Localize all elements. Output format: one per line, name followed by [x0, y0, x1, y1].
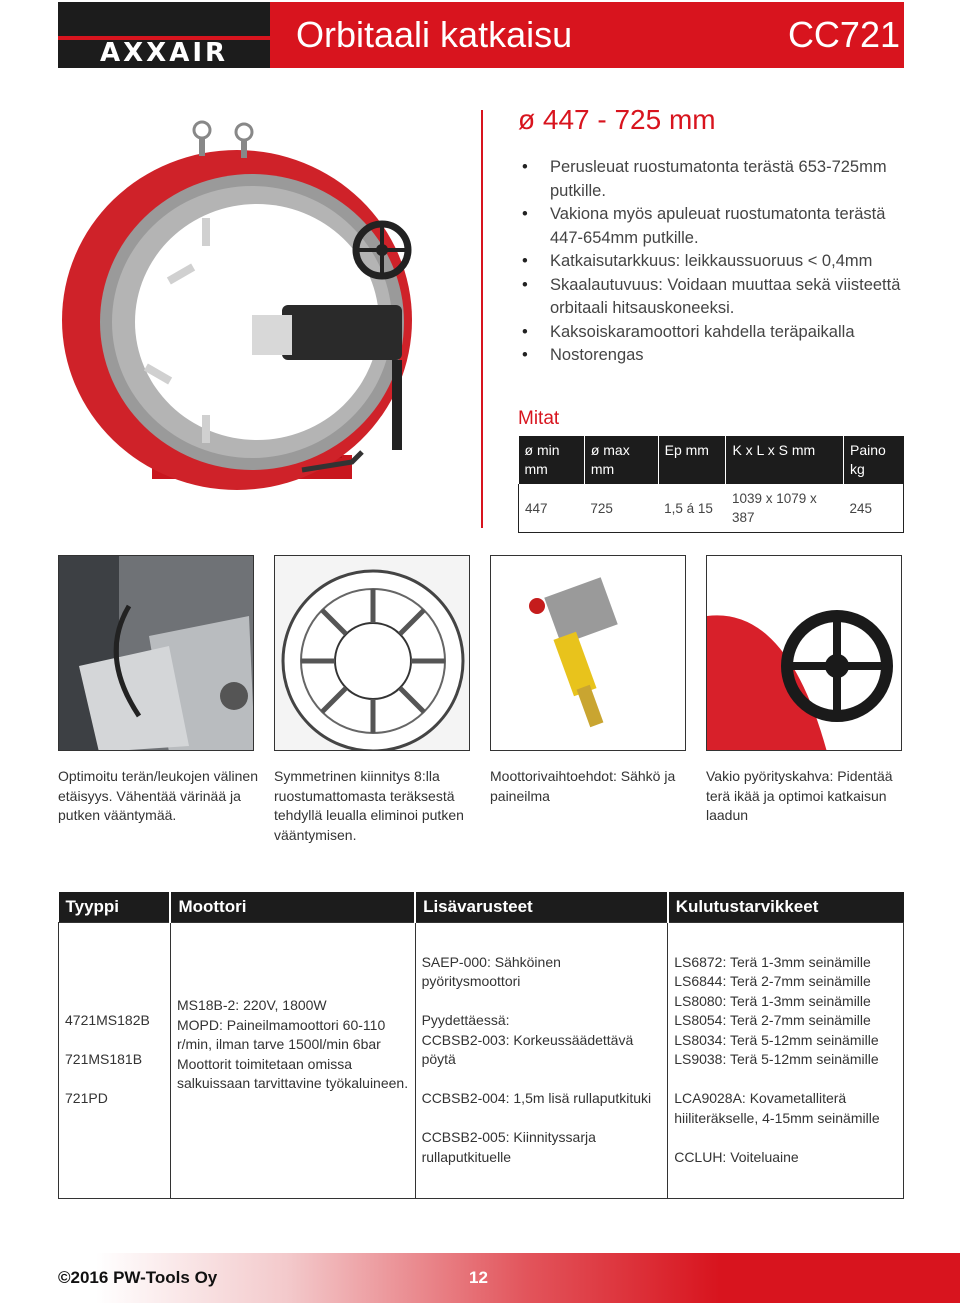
copyright: ©2016 PW-Tools Oy	[58, 1268, 218, 1287]
product-image	[52, 110, 482, 490]
page-number: 12	[469, 1268, 488, 1287]
photo-motor-drawing	[491, 556, 686, 751]
motor-housing	[252, 315, 292, 355]
column-header: Ep mm	[658, 436, 726, 484]
dimensions-label: Mitat	[518, 408, 560, 429]
feature-list	[522, 156, 902, 368]
dimension-value: 245	[844, 484, 904, 533]
dimension-value: 447	[519, 484, 585, 533]
feature-item: • Vakiona myös apuleuat ruostumatonta terästä 447-654mm putkille.	[522, 203, 902, 250]
jaw	[202, 218, 210, 246]
photo-caption: Moottorivaihtoehdot: Sähkö ja paineilma	[490, 768, 676, 804]
accessory-text: CCBSB2-005: Kiinnityssarja rullaputkituelle	[421, 1129, 596, 1165]
product-table-header	[59, 892, 904, 922]
type-code: 721MS181B	[65, 1051, 143, 1068]
photo-blade-jaw	[58, 555, 254, 751]
dimension-value: 1,5 á 15	[658, 484, 726, 533]
type-code: 4721MS182B	[65, 1012, 150, 1029]
accessory-text: CCBSB2-003: Korkeussäädettävä pöytä	[421, 1031, 634, 1068]
dimension-value: 725	[584, 484, 658, 533]
consumable-text: LS6844: Terä 2-7mm seinämille	[674, 973, 871, 990]
column-header: Lisävarusteet	[415, 892, 668, 922]
lifting-bolt	[241, 140, 247, 158]
motor-text: MOPD: Paineilmamoottori 60-110 r/min, ilman tarve 1500l/min 6bar	[176, 1016, 386, 1053]
accessory-text: SAEP-000: Sähköinen pyöritysmoottori	[421, 953, 561, 990]
column-header: ø min mm	[519, 436, 585, 484]
motor-cable	[392, 360, 402, 450]
accessories-cell	[415, 922, 668, 1198]
dimension-value: 1039 x 1079 x 387	[726, 484, 844, 533]
accessory-text: Pyydettäessä:	[421, 1012, 510, 1029]
diameter-range: ø 447 - 725 mm	[518, 104, 716, 135]
photo-handwheel-drawing	[707, 556, 902, 751]
page-header	[58, 2, 904, 68]
photo-blade-jaw-drawing	[59, 556, 254, 751]
column-header: Kulutustarvikkeet	[668, 892, 904, 922]
dimensions-table	[518, 436, 904, 533]
consumable-text: LS8054: Terä 2-7mm seinämille	[674, 1012, 871, 1029]
consumable-text: LS6872: Terä 1-3mm seinämille	[674, 953, 871, 970]
consumable-text: LCA9028A: Kovametalliterä hiiliteräkselle, 4-15mm seinämille	[674, 1090, 880, 1126]
brand-logo	[58, 2, 270, 68]
feature-item: • Kaksoiskaramoottori kahdella teräpaikalla	[522, 321, 902, 345]
feature-item: • Katkaisutarkkuus: leikkaussuoruus < 0,4mm	[522, 250, 902, 274]
brand-name: AXXAIR	[99, 38, 229, 68]
column-header: Moottori	[170, 892, 415, 922]
lifting-bolt	[199, 138, 205, 156]
photo-symmetric-clamping	[274, 555, 470, 751]
accessory-text: CCBSB2-004: 1,5m lisä rullaputkituki	[421, 1090, 652, 1107]
consumable-text: LS8034: Terä 5-12mm seinämille	[674, 1031, 879, 1048]
motor	[282, 305, 402, 360]
feature-item: • Nostorengas	[522, 344, 902, 368]
column-header: Tyyppi	[59, 892, 171, 922]
motor-text: MS18B-2: 220V, 1800W	[176, 997, 327, 1014]
type-code: 721PD	[65, 1090, 108, 1107]
feature-item: • Skaalautuvuus: Voidaan muuttaa sekä viisteettä orbitaali hitsauskoneeksi.	[522, 274, 902, 321]
photo-caption: Symmetrinen kiinnitys 8:lla ruostumattomasta teräksestä tehdyllä leualla eliminoi putken vääntymisen.	[274, 768, 464, 843]
jaw	[202, 415, 210, 443]
product-table	[58, 892, 904, 1199]
column-header: Paino kg	[844, 436, 904, 484]
lifting-eye	[236, 124, 252, 140]
consumables-cell	[668, 922, 904, 1198]
photo-clamping-drawing	[275, 556, 470, 751]
motor-text: Moottorit toimitetaan omissa salkuissaan tarvittavine työkaluineen.	[176, 1055, 409, 1092]
dimensions-header-row	[519, 436, 904, 484]
page-title: Orbitaali katkaisu	[296, 14, 573, 55]
lifting-eye	[194, 122, 210, 138]
dimensions-value-row	[519, 484, 904, 533]
photo-caption: Optimoitu terän/leukojen välinen etäisyys. Vähentää värinää ja putken vääntymää.	[58, 768, 259, 823]
consumable-text: LS9038: Terä 5-12mm seinämille	[674, 1051, 879, 1068]
product-table-row	[59, 922, 904, 1198]
column-header: K x L x S mm	[726, 436, 844, 484]
motor-cell	[170, 922, 415, 1198]
consumable-text: CCLUH: Voiteluaine	[674, 1148, 799, 1165]
photo-motor-options	[490, 555, 686, 751]
divider-line	[481, 110, 483, 528]
photo-caption: Vakio pyörityskahva: Pidentää terä ikää ja optimoi katkaisun laadun	[706, 768, 893, 823]
feature-item: • Perusleuat ruostumatonta terästä 653-725mm putkille.	[522, 156, 902, 203]
consumable-text: LS8080: Terä 1-3mm seinämille	[674, 992, 871, 1009]
column-header: ø max mm	[584, 436, 658, 484]
type-cell	[59, 922, 171, 1198]
photo-handwheel	[706, 555, 902, 751]
model-code: CC721	[787, 14, 900, 55]
